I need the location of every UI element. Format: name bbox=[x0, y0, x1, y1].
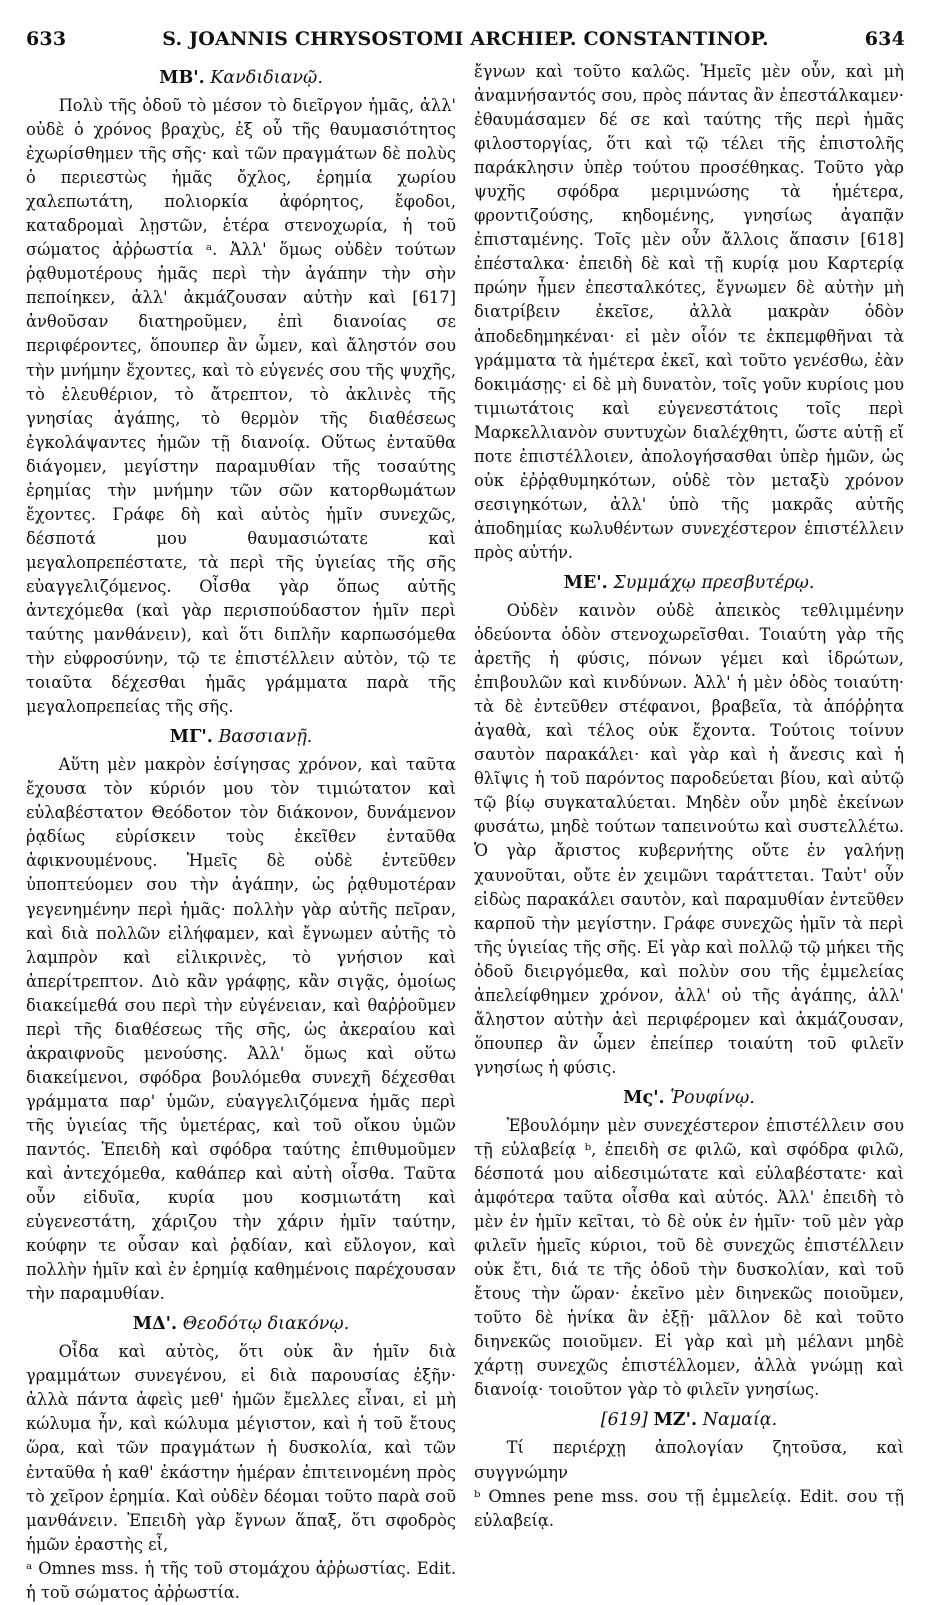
letter-body: Ἐβουλόμην μὲν συνεχέστερον ἐπιστέλλειν σου τῇ εὐλαβείᾳ ᵇ, ἐπειδὴ σε φιλῶ, καὶ σφόδρα φιλῶ, δέσποτά μου αἰδεσιμώτατε καὶ εὐλαβέστατε· καὶ ἀμφότερα ταῦτα οἶσθα καὶ αὐτός. Ἀλλ' ἐπειδὴ τὸ μὲν ἐν ἡμῖν κεῖται, τὸ δὲ οὐκ ἐν ἡμῖν· τοῦ μὲν γὰρ φιλεῖν ἡμεῖς κύριοι, τοῦ δὲ συνεχῶς ἐπιστέλλειν οὐκ ἔτι, διά τε τῆς ὁδοῦ τὴν δυσκολίαν, καὶ τοῦ ἔτους τὴν ὥραν· ἐκεῖνο μὲν διηνεκῶς ποιοῦμεν, τοῦτο δὲ ἡνίκα ἂν ἐξῇ· μᾶλλον δὲ καὶ τοῦτο διηνεκῶς ποιοῦμεν. Εἰ γὰρ καὶ μὴ μέλανι μηδὲ χάρτῃ συνεχῶς ἐπιστέλλομεν, ἀλλὰ γνώμῃ καὶ διανοίᾳ· τοιοῦτον γὰρ τὸ φιλεῖν γνησίως. bbox=[474, 1115, 904, 1400]
letter-body: Τί περιέρχῃ ἀπολογίαν ζητοῦσα, καὶ συγγνώμην bbox=[474, 1438, 904, 1482]
running-title: S. JOANNIS CHRYSOSTOMI ARCHIEP. CONSTANTINOP. bbox=[162, 28, 769, 50]
letter-number: ΜΓ'. bbox=[169, 727, 213, 748]
page-number-right: 634 bbox=[864, 28, 905, 50]
letter-number: Μς'. bbox=[623, 1087, 665, 1108]
letter-body: Οἶδα καὶ αὐτὸς, ὅτι οὐκ ἂν ἡμῖν διὰ γραμμάτων συνεγένου, εἰ διὰ παρουσίας ἐξῆν· ἀλλὰ πάντα ἀφεὶς μεθ' ἡμῶν ἔμελλες εἶναι, εἰ μὴ κώλυμα ἦν, καὶ κώλυμα μέγιστον, καὶ ἡ τοῦ ἔτους ὥρα, καὶ τῶν πραγμάτων ἡ δυσκολία, καὶ τῶν ἐνταῦθα ἡ καθ' ἑκάστην ἡμέραν ἐπιτεινομένη πρὸς τὸ χεῖρον ἐρημία. Καὶ οὐδὲν δέομαι τοῦτο παρὰ σοῦ μανθάνειν. Ἐπειδὴ γὰρ ἔγνων ἅπαξ, ὅτι σφοδρὸς ἡμῶν ἐραστὴς εἶ, bbox=[26, 1342, 456, 1554]
letter-heading bbox=[26, 63, 456, 93]
letter-addressee: Ναμαίᾳ. bbox=[702, 1410, 778, 1431]
letter-addressee: Ῥουφίνῳ. bbox=[670, 1087, 755, 1108]
footnote: ᵃ Omnes mss. ἡ τῆς τοῦ στομάχου ἀῤῥωστίας. Edit. ἡ τοῦ σώματος ἀῤῥωστία. bbox=[26, 1558, 456, 1602]
column-reference: [619] bbox=[600, 1410, 648, 1431]
letter-body: Αὕτη μὲν μακρὸν ἐσίγησας χρόνον, καὶ ταῦτα ἔχουσα τὸν κύριόν μου τὸν τιμιώτατον καὶ εὐλαβέστατον Θεόδοτον τὸν διάκονον, δυνάμενον ῥᾳδίως εὑρίσκειν τοὺς ἐκεῖθεν ἐνταῦθα ἀφικνουμένους. Ἡμεῖς δὲ οὐδὲ ἐντεῦθεν ὑποπτεύομεν σου τὴν ἀγάπην, ὡς ῥᾳθυμοτέραν γεγενημένην περὶ ἡμᾶς· πολλὴν γὰρ αὐτῆς πεῖραν, καὶ διὰ πολλῶν εἰλήφαμεν, καὶ ἔγνωμεν αὐτῆς τὸ λαμπρὸν καὶ εἰλικρινὲς, τὸ γνήσιον καὶ ἀπερίτρεπτον. Διὸ κἂν γράφῃς, κἂν σιγᾷς, ὁμοίως διακείμεθά σου περὶ τὴν εὐγένειαν, καὶ θαῤῥοῦμεν περὶ τῆς διαθέσεως τῆς σῆς, ὡς ἀκεραίου καὶ ἀκραιφνοῦς μενούσης. Ἀλλ' ὅμως καὶ οὕτω διακείμενοι, σφόδρα βουλόμεθα συνεχῆ δέχεσθαι γράμματα παρ' ὑμῶν, εὐαγγελιζόμενα ἡμᾶς περὶ τῆς ὑγιείας τῆς ὑμετέρας, καὶ τοῦ οἴκου ὑμῶν παντός. Ἐπειδὴ καὶ σφόδρα ταύτης ἐπιθυμοῦμεν καὶ ἀντεχόμεθα, καθάπερ καὶ αὐτὴ οἶσθα. Ταῦτα οὖν εἰδυῖα, κυρία μου κοσμιωτάτη καὶ εὐγενεστάτη, χάριζου τὴν χάριν ἡμῖν ταύτην, κούφην τε οὖσαν καὶ ῥᾳδίαν, καὶ εὔλογον, καὶ πολλὴν ἡμῖν καὶ ἐν ἐρημίᾳ καθημένοις παρέχουσαν τὴν παραμυθίαν. bbox=[26, 755, 456, 1304]
running-head bbox=[26, 28, 905, 54]
letter-body: Οὐδὲν καινὸν οὐδὲ ἀπεικὸς τεθλιμμένην ὁδεύοντα ὁδὸν στενοχωρεῖσθαι. Τοιαύτη γὰρ τῆς ἀρετῆς ἡ φύσις, πόνων γέμει καὶ ἱδρώτων, ἐπιβουλῶν καὶ κινδύνων. Ἀλλ' ἡ μὲν ὁδὸς τοιαύτη· τὰ δὲ ἐντεῦθεν στέφανοι, βραβεῖα, τὰ ἀπόῤῥητα ἀγαθὰ, καὶ τέλος οὐκ ἔχοντα. Τούτοις τοίνυν σαυτὸν παρακάλει· καὶ γὰρ καὶ ἡ ἄνεσις καὶ ἡ θλῖψις ἡ τοῦ παρόντος παροδεύεται βίου, καὶ αὐτῷ τῷ βίῳ συγκαταλύεται. Μηδὲν οὖν μηδὲ ἐκείνων φυσάτω, μηδὲ τούτων ταπεινούτω καὶ συστελλέτω. Ὁ γὰρ ἄριστος κυβερνήτης οὔτε ἐν γαλήνῃ χαυνοῦται, οὔτε ἐν χειμῶνι ταράττεται. Ταὐτ' οὖν εἰδὼς παρακάλει σαυτὸν, καὶ παραμυθίαν ἐντεῦθεν καρποῦ τὴν μεγίστην. Γράφε συνεχῶς ἡμῖν τὰ περὶ τῆς ὑγιείας τῆς σῆς. Εἰ γὰρ καὶ πολλῷ τῷ μήκει τῆς ὁδοῦ διειργόμεθα, καὶ πολὺν σου τῆς ἐμμελείας ἀπελείφθημεν χρόνον, ἀλλ' οὐ τῆς ἀγάπης, ἀλλ' ἄληστον αὐτὴν ἀεὶ περιφέρομεν καὶ ἀκμάζουσαν, ὅπουπερ ἂν ὦμεν ἐπείπερ τοιαύτη τοῦ φιλεῖν γνησίως ἡ φύσις. bbox=[474, 600, 904, 1077]
letter-number: ΜΔ'. bbox=[132, 1314, 178, 1335]
letter-addressee: Συμμάχῳ πρεσβυτέρῳ. bbox=[613, 572, 815, 593]
letter-number: ΜΖ'. bbox=[653, 1410, 698, 1431]
letter-heading bbox=[474, 1083, 904, 1113]
letter-number: ΜΕ'. bbox=[563, 572, 608, 593]
letter-number: ΜΒ'. bbox=[159, 68, 205, 88]
left-column bbox=[26, 60, 456, 1605]
letter-heading bbox=[474, 568, 904, 598]
letter-addressee: Θεοδότῳ διακόνῳ. bbox=[182, 1314, 350, 1335]
letter-heading bbox=[474, 1405, 904, 1435]
letter-addressee: Βασσιανῇ. bbox=[218, 727, 313, 748]
letter-body: Πολὺ τῆς ὁδοῦ τὸ μέσον τὸ διεῖργον ἡμᾶς, ἀλλ' οὐδὲ ὁ χρόνος βραχὺς, ἐξ οὗ τῆς θαυμασιότητος ἐχωρίσθημεν τῆς σῆς· καὶ τῶν πραγμάτων δὲ πολὺς ὁ περιεστὼς ἡμᾶς ὄχλος, ἐρημία χωρίου χαλεπωτάτη, πολιορκία ἀφόρητος, ἔφοδοι, καταδρομαὶ λῃστῶν, ἑτέρα στενοχωρία, ἡ τοῦ σώματος ἀῤῥωστία ᵃ. Ἀλλ' ὅμως οὐδὲν τούτων ῥᾳθυμοτέρους ἡμᾶς περὶ τὴν ἀγάπην τὴν σὴν πεποίηκεν, ἀλλ' ἀκμάζουσαν αὐτὴν καὶ [617] ἀνθοῦσαν διατηροῦμεν, ἐπὶ διανοίας σε περιφέροντες, ὅπουπερ ἂν ὦμεν, καὶ ἄληστόν σου τὴν μνήμην ἔχοντες, καὶ τὸ εὐγενές σου τῆς ψυχῆς, τὸ ἐλευθέριον, τὸ ἄτρεπτον, τὸ ἀκλινὲς τῆς γνησίας ἀγάπης, τὸ θερμὸν τῆς διαθέσεως ἐγκολάψαντες ἡμῶν τῇ διανοίᾳ. Οὕτως ἐνταῦθα διάγομεν, μεγίστην παραμυθίαν τῆς τοσαύτης ἐρημίας τὴν μνήμην τῶν σῶν κατορθωμάτων ἔχοντες. Γράφε δὴ καὶ αὐτὸς ἡμῖν συνεχῶς, δέσποτά μου θαυμασιώτατε καὶ μεγαλοπρεπέστατε, τὰ περὶ τῆς ὑγιείας τῆς σῆς εὐαγγελιζόμενος. Οἶσθα γὰρ ὅπως αὐτῆς ἀντεχόμεθα (καὶ γὰρ περισπούδαστον ἡμῖν περὶ ταύτης μανθάνειν), καὶ ὅτι διπλῆν καρπωσόμεθα τὴν εὐφροσύνην, τῷ τε ἐπιστέλλειν αὐτὸν, τῷ τε τοιαῦτα δέχεσθαι ἡμᾶς γράμματα παρὰ τῆς μεγαλοπρεπείας τῆς σῆς. bbox=[26, 96, 456, 717]
right-column bbox=[474, 60, 904, 1605]
letter-continuation: ἔγνων καὶ τοῦτο καλῶς. Ἡμεῖς μὲν οὖν, καὶ μὴ ἀναμνήσαντός σου, πρὸς πάντας ἂν ἐπεστάλκαμεν· ἐθαυμάσαμεν δέ σε καὶ ταύτης τῆς περὶ ἡμᾶς φιλοστοργίας, ὅτι καὶ τῷ τέλει τῆς ἐπιστολῆς παράκλησιν ὑπὲρ τούτου προσέθηκας. Τοῦτο γὰρ ψυχῆς σφόδρα μεριμνώσης τὰ ἡμέτερα, φροντιζούσης, κηδομένης, γνησίως ἀγαπᾷν ἐπισταμένης. Τοῖς μὲν οὖν ἄλλοις ἅπασιν [618] ἐπέσταλκα· ἐπειδὴ δὲ καὶ τῇ κυρίᾳ μου Καρτερίᾳ πρώην ἦμεν ἐπεσταλκότες, ἔγνωμεν δὲ αὐτὴν μὴ διατρίβειν ἐκεῖσε, ἀλλὰ μακρὰν ὁδὸν ἀποδεδημηκέναι· εἰ μὲν οἷόν τε ἐκπεμφθῆναι τὰ γράμματα τὰ ἡμέτερα ἐκεῖ, καὶ τοῦτο γενέσθω, ἐὰν δοκιμάσῃς· εἰ δὲ μὴ δυνατὸν, τοῖς γοῦν κυρίοις μου τιμιωτάτοις καὶ εὐγενεστάτοις τοῖς περὶ Μαρκελλιανὸν συντυχὼν διαλέχθητι, ὥστε αὐτῇ εἴ ποτε ἐπιστέλλοιεν, ἀπολογήσασθαι ὑπὲρ ἡμῶν, ὡς οὐκ ἐῤῥᾳθυμηκότων, οὐδὲ τὸν μεταξὺ χρόνον σεσιγηκότων, ἀλλ' ὑπὸ τῆς μακρᾶς αὐτῆς ἀποδημίας κωλυθέντων συνεχέστερον ἐπιστέλλειν πρὸς αὐτήν. bbox=[474, 62, 904, 562]
footnote: ᵇ Omnes pene mss. σου τῇ ἐμμελείᾳ. Edit. σου τῇ εὐλαβείᾳ. bbox=[474, 1486, 904, 1530]
letter-heading bbox=[26, 1309, 456, 1339]
two-columns bbox=[26, 60, 905, 1605]
page-number-left: 633 bbox=[26, 28, 67, 50]
letter-heading bbox=[26, 722, 456, 752]
letter-addressee: Κανδιδιανῷ. bbox=[210, 68, 323, 88]
